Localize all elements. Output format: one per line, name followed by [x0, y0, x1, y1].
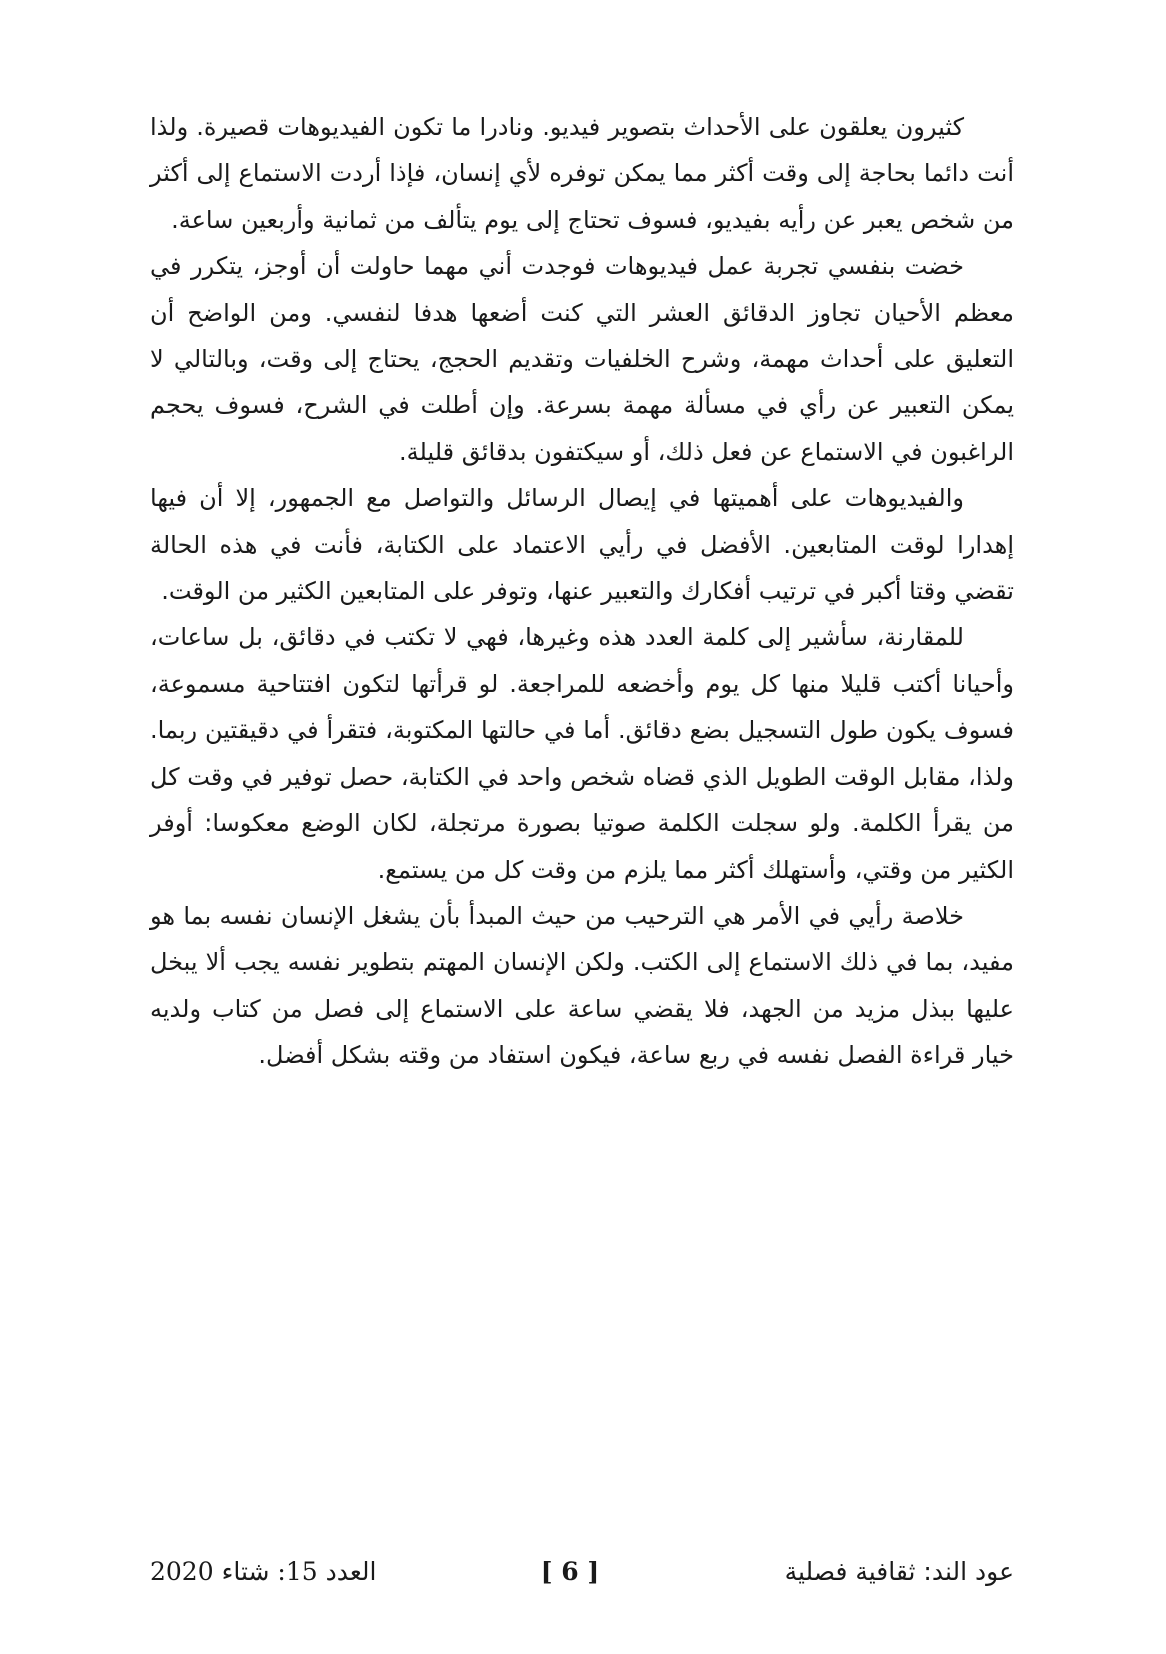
journal-name: عود الند: ثقافية فصلية [784, 1557, 1014, 1586]
issue-label: العدد 15: شتاء 2020 [150, 1557, 377, 1586]
paragraph-4: للمقارنة، سأشير إلى كلمة العدد هذه وغيرها، فهي لا تكتب في دقائق، بل ساعات، وأحيانا أكتب قليلا منها كل يوم وأخضعه للمراجعة. لو قرأتها لتكون افتتاحية مسموعة، فسوف يكون طول التسجيل بضع دقائق. أما في حالتها المكتوبة، فتقرأ في دقيقتين ربما. ولذا، مقابل الوقت الطويل الذي قضاه شخص واحد في الكتابة، حصل توفير في وقت كل من يقرأ الكلمة. ولو سجلت الكلمة صوتيا بصورة مرتجلة، لكان الوضع معكوسا: أوفر الكثير من وقتي، وأستهلك أكثر مما يلزم من وقت كل من يستمع. [150, 623, 1014, 884]
page-footer [150, 1552, 1014, 1592]
paragraph-1: كثيرون يعلقون على الأحداث بتصوير فيديو. ونادرا ما تكون الفيديوهات قصيرة. ولذا أنت دائما بحاجة إلى وقت أكثر مما يمكن توفره لأي إنسان، فإذا أردت الاستماع إلى أكثر من شخص يعبر عن رأيه بفيديو، فسوف تحتاج إلى يوم يتألف من ثمانية وأربعين ساعة. [150, 113, 1014, 234]
paragraph-3: والفيديوهات على أهميتها في إيصال الرسائل والتواصل مع الجمهور، إلا أن فيها إهدارا لوقت المتابعين. الأفضل في رأيي الاعتماد على الكتابة، فأنت في هذه الحالة تقضي وقتا أكبر في ترتيب أفكارك والتعبير عنها، وتوفر على المتابعين الكثير من الوقت. [150, 484, 1014, 606]
paragraph-5: خلاصة رأيي في الأمر هي الترحيب من حيث المبدأ بأن يشغل الإنسان نفسه بما هو مفيد، بما في ذلك الاستماع إلى الكتب. ولكن الإنسان المهتم بتطوير نفسه يجب ألا يبخل عليها ببذل مزيد من الجهد، فلا يقضي ساعة على الاستماع إلى فصل من كتاب ولديه خيار قراءة الفصل نفسه في ربع ساعة، فيكون استفاد من وقته بشكل أفضل. [150, 901, 1014, 1070]
article-body [150, 104, 1014, 1079]
page-number: [ 6 ] [540, 1557, 600, 1586]
paragraph-2: خضت بنفسي تجربة عمل فيديوهات فوجدت أني مهما حاولت أن أوجز، يتكرر في معظم الأحيان تجاوز الدقائق العشر التي كنت أضعها هدفا لنفسي. ومن الواضح أن التعليق على أحداث مهمة، وشرح الخلفيات وتقديم الحجج، يحتاج إلى وقت، وبالتالي لا يمكن التعبير عن رأي في مسألة مهمة بسرعة. وإن أطلت في الشرح، فسوف يحجم الراغبون في الاستماع عن فعل ذلك، أو سيكتفون بدقائق قليلة. [150, 252, 1014, 466]
